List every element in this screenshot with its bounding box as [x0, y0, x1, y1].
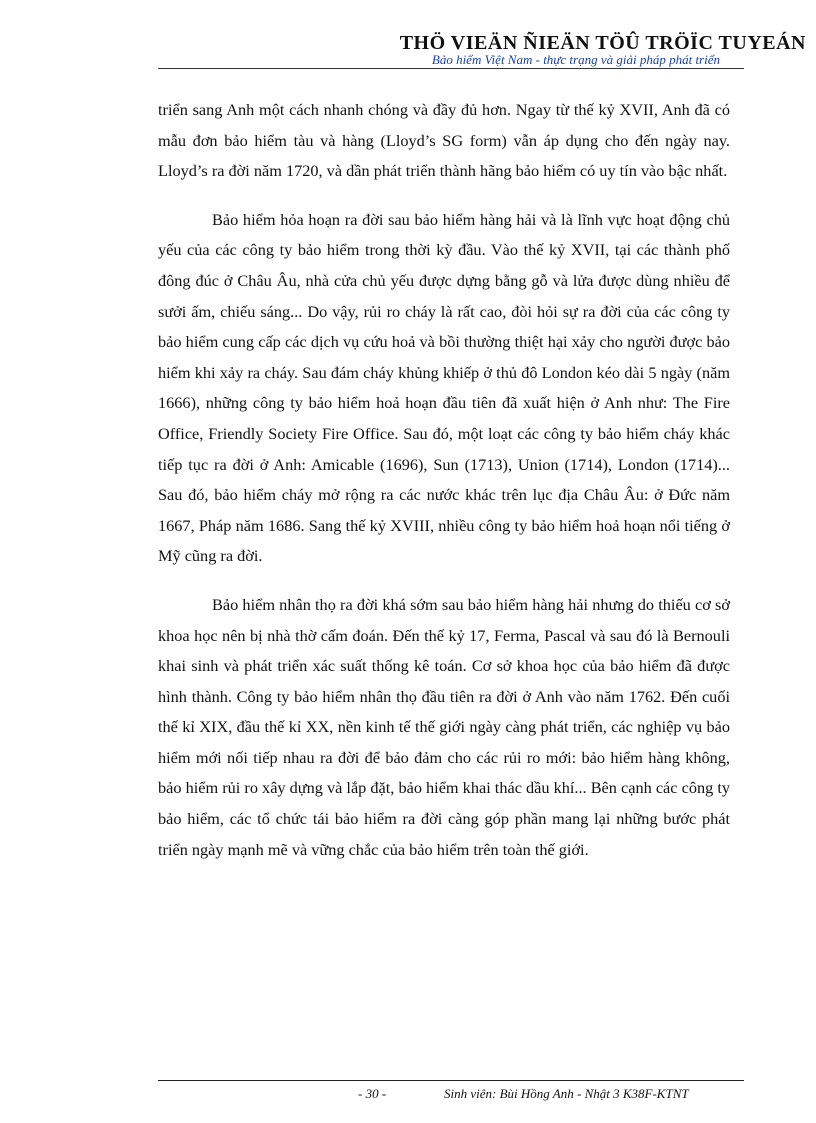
header-divider — [158, 68, 744, 69]
running-header-title: Bảo hiểm Việt Nam - thực trạng và giải pháp phát triển — [431, 52, 720, 67]
paragraph-fire-insurance: Bảo hiểm hỏa hoạn ra đời sau bảo hiểm hàng hải và là lĩnh vực hoạt động chủ yếu của các công ty bảo hiểm trong thời kỳ đầu. Vào thế kỷ XVII, tại các thành phố đông đúc ở Châu Âu, nhà cửa chủ yếu được dựng bằng gỗ và lửa được dùng nhiều để sưởi ấm, chiếu sáng... Do vậy, rủi ro cháy là rất cao, đòi hỏi sự ra đời của các công ty bảo hiểm cung cấp các dịch vụ cứu hoả và bồi thường thiệt hại xảy cho người được bảo hiểm khi xảy ra cháy. Sau đám cháy khủng khiếp ở thủ đô London kéo dài 5 ngày (năm 1666), những công ty bảo hiểm hoả hoạn đầu tiên đã xuất hiện ở Anh như: The Fire Office, Friendly Society Fire Office. Sau đó, một loạt các công ty bảo hiểm cháy khác tiếp tục ra đời ở Anh: Amicable (1696), Sun (1713), Union (1714), London (1714)... Sau đó, bảo hiểm cháy mở rộng ra các nước khác trên lục địa Châu Âu: ở Đức năm 1667, Pháp năm 1686. Sang thế kỷ XVIII, nhiều công ty bảo hiểm hoả hoạn nổi tiếng ở Mỹ cũng ra đời. — [158, 209, 730, 566]
library-watermark: THÖ VIEÄN ÑIEÄN TÖÛ TRÖÏC TUYEÁN — [399, 32, 806, 54]
footer-divider — [158, 1080, 744, 1081]
document-body — [158, 95, 730, 883]
paragraph-continuation: triển sang Anh một cách nhanh chóng và đầy đủ hơn. Ngay từ thế kỷ XVII, Anh đã có mẫu đơn bảo hiểm tàu và hàng (Lloyd’s SG form) vẫn áp dụng cho đến ngày nay. Lloyd’s ra đời năm 1720, và dần phát triển thành hãng bảo hiểm có uy tín vào bậc nhất. — [158, 100, 730, 181]
footer-author: Sinh viên: Bùi Hồng Anh - Nhật 3 K38F-KTNT — [444, 1086, 689, 1101]
paragraph-life-insurance: Bảo hiểm nhân thọ ra đời khá sớm sau bảo hiểm hàng hải nhưng do thiếu cơ sở khoa học nên bị nhà thờ cấm đoán. Đến thế kỷ 17, Ferma, Pascal và sau đó là Bernouli khai sinh và phát triển xác suất thống kê toán. Cơ sở khoa học của bảo hiểm đã được hình thành. Công ty bảo hiểm nhân thọ đầu tiên ra đời ở Anh vào năm 1762. Đến cuối thế kỉ XIX, đầu thế kỉ XX, nền kinh tế thế giới ngày càng phát triển, các nghiệp vụ bảo hiểm mới nối tiếp nhau ra đời để bảo đảm cho các rủi ro mới: bảo hiểm hàng không, bảo hiểm rủi ro xây dựng và lắp đặt, bảo hiểm khai thác dầu khí... Bên cạnh các công ty bảo hiểm, các tổ chức tái bảo hiểm ra đời càng góp phần mang lại những bước phát triển ngày mạnh mẽ và vững chắc của bảo hiểm trên toàn thế giới. — [158, 594, 730, 859]
page-number: - 30 - — [358, 1086, 387, 1101]
